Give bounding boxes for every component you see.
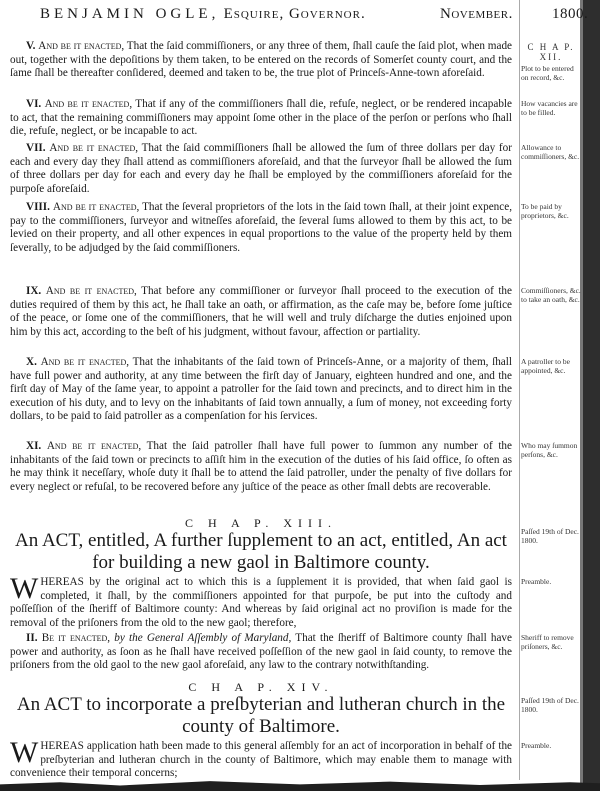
chapter-14-heading: C H A P. XIV. bbox=[188, 680, 334, 694]
drop-cap: W bbox=[10, 736, 39, 769]
margin-note-patroller: A patroller to be appointed, &c. bbox=[521, 357, 570, 375]
margin-note-oath: Commiſſioners, &c. to take an oath, &c. bbox=[521, 286, 581, 304]
scan-edge bbox=[580, 0, 583, 791]
chapter-13-preamble: WHEREAS by the original act to which this is a ſupplement it is provided, that when ſaid gaol is completed, it ſhall, by the commiſſioners appointed for that purpoſe, be put into the cuſtody and poſſeſſion of the ſheriff of Baltimore county: And whereas by ſaid original act no proviſion is made for the removal of the priſoners from the old to the new gaol; therefore, bbox=[10, 572, 512, 629]
header-name: BENJAMIN OGLE, bbox=[40, 6, 220, 22]
margin-note-plot: Plot to be entered on record, &c. bbox=[521, 64, 574, 82]
margin-note-vacancies: How vacancies are to be filled. bbox=[521, 99, 578, 117]
scan-edge-dark bbox=[583, 0, 600, 791]
drop-cap: W bbox=[10, 572, 39, 605]
margin-note-passed-13: Paſſed 19th of Dec. 1800. bbox=[521, 527, 579, 545]
margin-note-passed-14: Paſſed 19th of Dec. 1800. bbox=[521, 696, 579, 714]
section-7: VII. And be it enacted, That the ſaid commiſſioners ſhall be allowed the ſum of three dollars per day for each and every day they ſhall attend as commiſſioners aforeſaid, and that the ſurveyor ſhall be allowed the ſum of three dollars per day for each and every day he ſhall be employed by the commiſſioners aforeſaid for the purpoſe aforeſaid. bbox=[10, 142, 512, 195]
margin-note-paid: To be paid by proprietors, &c. bbox=[521, 202, 569, 220]
chapter-14-title: An ACT to incorporate a preſbyterian and lutheran church in the county of Baltimore. bbox=[16, 694, 506, 737]
section-11: XI. And be it enacted, That the ſaid patroller ſhall have full power to ſummon any number of the inhabitants of the ſaid town or precincts to aſſiſt him in the execution of the duties of his ſaid office, ſo often as he may think it neceſſary, whoſe duty it ſhall be to attend the ſaid patroller, under the penalty of five dollars for every neglect or refuſal, to be recovered before any juſtice of the peace as other ſmall debts are recoverable. bbox=[10, 440, 512, 493]
header-title: Esquire, Governor. bbox=[223, 6, 366, 22]
header-month: November. bbox=[440, 6, 513, 22]
section-9: IX. And be it enacted, That before any commiſſioner or ſurveyor ſhall proceed to the execution of the duties required of them by this act, he ſhall take an oath, or affirmation, as the caſe may be, before ſome juſtice of the peace, or ſome one of the commiſſioners, that he will well and truly diſcharge the duties enjoined upon him by this act, according to the beſt of his judgment, without favour, affection or partiality. bbox=[10, 285, 512, 338]
chapter-14-preamble: WHEREAS application hath been made to this general aſſembly for an act of incorporation in behalf of the preſbyterian and lutheran church in the county of Baltimore, which may enable them to manage with convenience their temporal concerns; bbox=[10, 736, 512, 780]
margin-note-allowance: Allowance to commiſſioners, &c. bbox=[521, 143, 580, 161]
margin-rule bbox=[519, 0, 520, 780]
header-year: 1800. bbox=[552, 6, 589, 22]
section-5: V. And be it enacted, That the ſaid commiſſioners, or any three of them, ſhall cauſe the ſaid plot, when made out, together with the depoſitions by them taken, to be entered on the records of Somerſet county court, and the ſame ſhall be thereafter conſidered, deemed and taken to be, the true plot of Princeſs-Anne-town aforeſaid. bbox=[10, 40, 513, 80]
margin-note-preamble-13: Preamble. bbox=[521, 577, 552, 586]
chapter-13-section-2: II. Be it enacted, by the General Aſſembly of Maryland, That the ſheriff of Baltimore county ſhall have power and authority, as ſoon as he ſhall have received poſſeſſion of the new gaol in ſaid county, to remove the priſoners from the old gaol to the new gaol aforeſaid, any law to the contrary notwithſtanding. bbox=[10, 632, 512, 672]
margin-note-summon: Who may ſummon perſons, &c. bbox=[521, 441, 578, 459]
section-6: VI. And be it enacted, That if any of the commiſſioners ſhall die, refuſe, neglect, or be rendered incapable to act, that the remaining commiſſioners may appoint ſome other in the place of the perſon or perſons who ſhall die, refuſe, neglect, or be incapable to act. bbox=[10, 98, 512, 138]
chapter-13-heading: C H A P. XIII. bbox=[184, 516, 337, 530]
margin-note-sheriff: Sheriff to remove priſoners, &c. bbox=[521, 633, 574, 651]
margin-chap-12: C H A P. XII. bbox=[527, 42, 575, 62]
section-10: X. And be it enacted, That the inhabitants of the ſaid town of Princeſs-Anne, or a majority of them, ſhall have full power and authority, at any time between the firſt day of January, eighteen hundred and one, and the firſt day of May of the ſame year, to appoint a patroller for the ſaid town and precincts, and to direct him in the execution of his duty, and to levy on the inhabitants of ſaid town annually, a ſum of money, not exceeding forty dollars, to be paid to ſaid patroller as a compenſation for his ſervices. bbox=[10, 356, 512, 423]
margin-note-preamble-14: Preamble. bbox=[521, 741, 552, 750]
section-8: VIII. And be it enacted, That the ſeveral proprietors of the lots in the ſaid town ſhall, at their joint expence, pay to the commiſſioners, ſurveyor and witneſſes aforeſaid, the ſeveral ſums allowed to them by this act, to be levied on their property, and all other expences in equal proportions to the value of the property held by them ſeverally, to be adjudged by the ſaid commiſſioners. bbox=[10, 201, 512, 254]
chapter-13-title: An ACT, entitled, A further ſupplement to an act, entitled, An act for building a new gaol in Baltimore county. bbox=[15, 530, 507, 573]
torn-page-edge bbox=[0, 780, 600, 791]
running-header bbox=[40, 6, 589, 23]
